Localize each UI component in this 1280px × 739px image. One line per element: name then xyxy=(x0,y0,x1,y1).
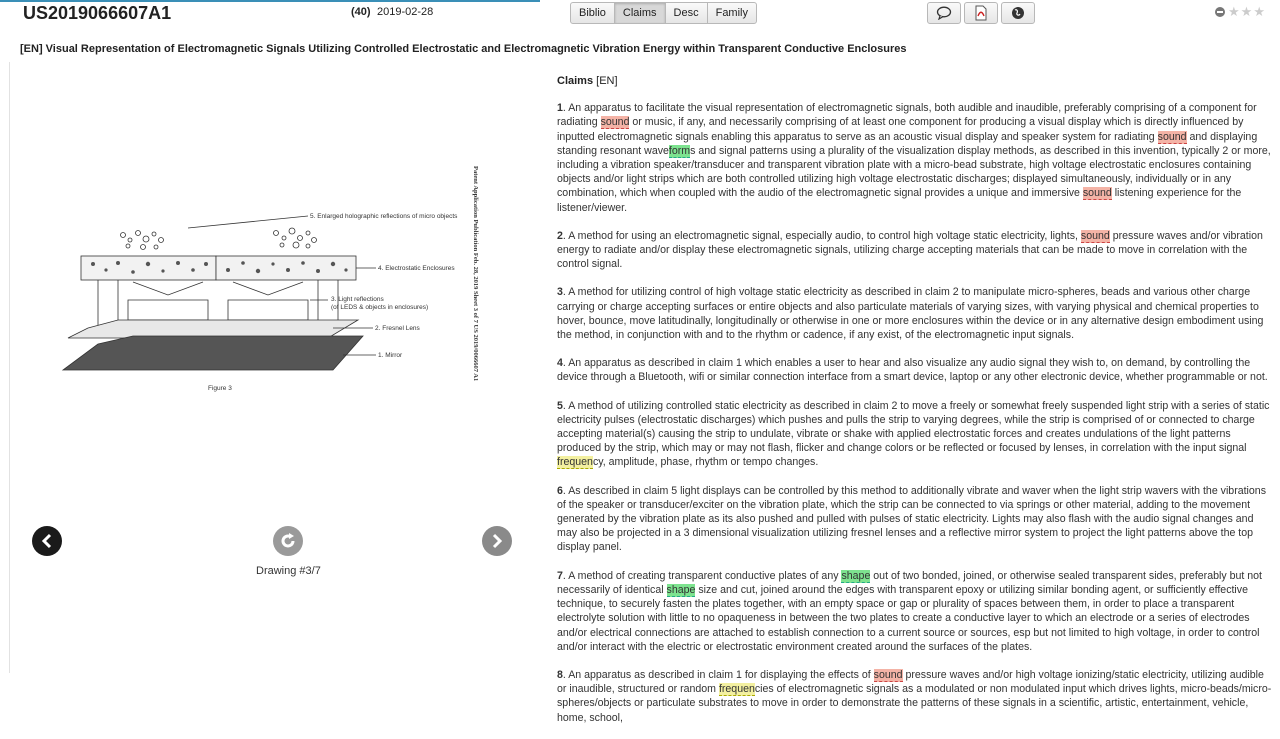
star-icon[interactable]: ★ xyxy=(1253,4,1265,19)
claims-language: [EN] xyxy=(596,75,618,87)
keyword-highlight: frequen xyxy=(718,683,755,696)
star-icon[interactable]: ★ xyxy=(1228,4,1240,19)
keyword-highlight: shape xyxy=(666,583,696,596)
patent-drawing xyxy=(58,160,488,445)
pdf-icon xyxy=(974,5,988,21)
micro-objects-right xyxy=(274,228,317,248)
callout-3: 3. Light reflections xyxy=(331,296,384,303)
globe-button[interactable] xyxy=(1001,2,1035,24)
comment-button[interactable] xyxy=(927,2,961,24)
keyword-highlight: sound xyxy=(1080,229,1110,242)
claim-4: 4. An apparatus as described in claim 1 which enables a user to hear and also visualize any audio signal they wish to, on demand, by controlling the device through a Bluetooth, wifi or similar connection interface from a smart device, laptop or any other electronic device, whether programmable or not. xyxy=(557,357,1268,384)
claim-number: 7 xyxy=(557,569,563,582)
claim-number: 1 xyxy=(557,102,563,115)
drawing-counter: Drawing #3/7 xyxy=(256,565,321,577)
rotate-icon xyxy=(279,532,297,550)
figure-caption: Figure 3 xyxy=(208,385,232,392)
claim-8: 8. An apparatus as described in claim 1 for displaying the effects of sound pressure waves and/or high voltage ionizing/static electricity, utilizing audible or inaudible, structured or random frequencies of electromagnetic signals as a modulated or non modulated input which drives lights, micro-beads/micro-spheres/objects or particulate substrates to move in order to demonstrate the patterns of these signals in a scientific, artistic, entertainment, vehicle, home, school, xyxy=(557,668,1272,724)
claim-1: 1. An apparatus to facilitate the visual representation of electromagnetic signals, both audible and inaudible, preferably comprising of a component for radiating sound or music, if any, and necessarily comprising of at least one component for producing a visual display which is directly influenced by inputted electromagnetic signals enabling this apparatus to serve as an acoustic visual display and speaker system for radiating sound and displaying standing resonant waveforms and signal patterns using a plurality of the visualization display methods, as described in this invention, typically 2 or more, including a vibration speaker/transducer and transparent vibration plate with a micro-bead substrate, high voltage electrostatic enclosures containing objects and/or light strips which are both controlled utilizing high voltage electrostatic discharges; displayed simultaneously, individually or in any combination, which when coupled with the audio of the electromagnetic signal provides a unique and immersive sound listening experience for the listener/viewer. xyxy=(557,102,1271,214)
claim-number: 5 xyxy=(557,399,563,412)
claim-6: 6. As described in claim 5 light displays can be controlled by this method to additionally vibrate and waver when the light strip wavers with the vibrations of the speaker or transducer/exciter on the vibration plate, which the strip can be connected to via springs or other material, adding to the movement generated by the vibration plate as its also pushed and pulled with pulses of static electricity. Lights may also flash with the audio signal changes and may also be projected in a 3 dimensional visualization utilizing fresnel lenses and a reflective mirror system to project the light patterns above the top display panel. xyxy=(557,484,1266,554)
claims-list xyxy=(557,101,1275,725)
star-icon[interactable]: ★ xyxy=(1240,4,1253,19)
tab-family[interactable]: Family xyxy=(707,2,757,24)
claim-5: 5. A method of utilizing controlled static electricity as described in claim 2 to move a freely or somewhat freely suspended light strip with a series of static electricity pulses (electrostatic discharges) which pushes and pulls the strip to varying degrees, while the strip is comprised of or connected to charge accepting material(s) causing the strip to undulate, vibrate or shake with applied electrostatic forces and creates undulations of the light patterns produced by the strip, which may or may not flash, flicker and change colors or be reflected or focused by lenses, in correlation with the input signal frequency, amplitude, phase, rhythm or tempo changes. xyxy=(557,399,1270,469)
keyword-highlight: sound xyxy=(600,116,630,129)
claim-number: 4 xyxy=(557,357,563,370)
keyword-highlight: shape xyxy=(841,569,871,582)
inid-code: (40) xyxy=(351,6,371,18)
claim-2: 2. A method for using an electromagnetic signal, especially audio, to control high voltage static electricity, lights, sound pressure waves and/or vibration energy to radiate and/or display these electromagnetic signals, utilizing charge accepting materials that can be made to move in correlation with the control signal. xyxy=(557,229,1263,271)
previous-drawing-button[interactable] xyxy=(32,526,62,556)
keyword-highlight: sound xyxy=(1082,187,1112,200)
callout-1: 1. Mirror xyxy=(378,352,403,359)
callout-2: 2. Fresnel Lens xyxy=(375,325,420,332)
claim-number: 2 xyxy=(557,229,563,242)
claim-3: 3. A method for utilizing control of high voltage static electricity as described in claim 2 to manipulate micro-spheres, beads and various other charge carrying or charge accepting surfaces or entire objects and also particulate materials of varying sizes, with varying physical and chemical properties to hover, bounce, move latitudinally, longitudinally or otherwise in one or more enclosures within the device or in any alternative design embodiment using the method, in conjunction with and to the rhythm or cadence, if any exist, of the electromagnetic input signals. xyxy=(557,286,1264,342)
callout-5: 5. Enlarged holographic reflections of micro objects xyxy=(310,213,458,220)
publication-date: 2019-02-28 xyxy=(377,6,434,18)
keyword-highlight: frequen xyxy=(557,456,593,469)
claim-7: 7. A method of creating transparent conductive plates of any shape out of two bonded, joined, or otherwise sealed transparent sides, preferably but not necessarily of identical shape size and cut, joined around the edges with transparent epoxy or utilizing similar bonding agent, or sufficiently effective technique, to securely fasten the plates together, with an empty space or gap or plurality of spaces between them, in order to place a transparent electrolyte solution with little to no opaqueness in between the two plates to create a conductive layer to which an electrode or a series of electrodes and/or electrical connections are attached to establish connection to a current source or sources, esp but not limited to high voltage, in order to control and/or interact with the electric or electrostatic environment created around the surfaces of the plates. xyxy=(557,569,1262,653)
tab-desc[interactable]: Desc xyxy=(665,2,708,24)
callout-3b: (of LEDS & objects in enclosures) xyxy=(331,304,429,311)
rating[interactable] xyxy=(1215,6,1265,18)
claims-heading: Claims [EN] xyxy=(557,75,618,87)
drawing-side-text: Patent Application Publication Feb. 28, 2019 Sheet 3 of 7 US 2019/0066607 A1 xyxy=(472,166,479,382)
keyword-highlight: sound xyxy=(873,668,903,681)
tab-claims[interactable]: Claims xyxy=(614,2,666,24)
claim-number: 8 xyxy=(557,668,563,681)
callout-4: 4. Electrostatic Enclosures xyxy=(378,265,455,272)
tab-biblio[interactable]: Biblio xyxy=(570,2,615,24)
section-tabs xyxy=(570,2,756,24)
keyword-highlight: sound xyxy=(1157,130,1187,143)
keyword-highlight: form xyxy=(668,144,691,157)
publication-number: US2019066607A1 xyxy=(23,3,172,23)
claim-number: 6 xyxy=(557,484,563,497)
claims-panel xyxy=(557,74,1275,739)
globe-icon xyxy=(1011,6,1025,20)
next-drawing-button[interactable] xyxy=(482,526,512,556)
pdf-button[interactable] xyxy=(964,2,998,24)
comment-icon xyxy=(936,6,952,20)
chevron-right-icon xyxy=(490,533,504,549)
rotate-drawing-button[interactable] xyxy=(273,526,303,556)
micro-objects-left xyxy=(121,231,164,250)
claim-number: 3 xyxy=(557,286,563,299)
action-buttons xyxy=(927,2,1038,24)
header-accent-line xyxy=(0,0,540,2)
patent-title: [EN] Visual Representation of Electromagnetic Signals Utilizing Controlled Electrostatic and Electromagnetic Vibration Energy within Transparent Conductive Enclosures xyxy=(20,43,907,55)
clear-rating-icon[interactable] xyxy=(1215,7,1225,17)
chevron-left-icon xyxy=(40,533,54,549)
